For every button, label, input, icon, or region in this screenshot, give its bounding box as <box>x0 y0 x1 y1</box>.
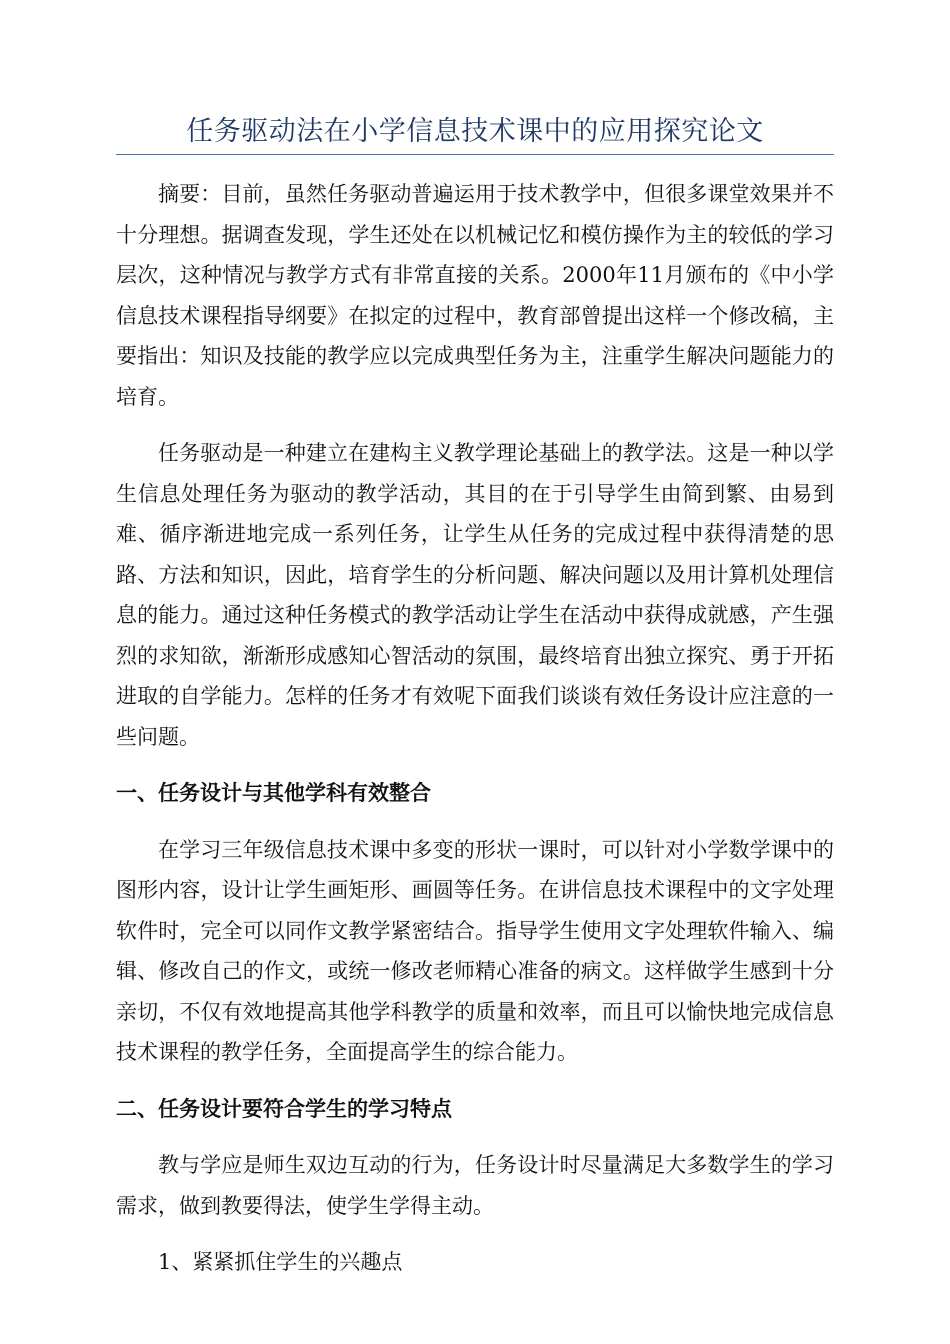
paragraph-gap <box>116 417 834 433</box>
page-title: 任务驱动法在小学信息技术课中的应用探究论文 <box>186 116 764 147</box>
section-2-paragraph: 教与学应是师生双边互动的行为，任务设计时尽量满足大多数学生的学习需求，做到教要得法，使学生学得主动。 <box>116 1153 834 1218</box>
paragraph-gap <box>116 1226 834 1242</box>
paragraph-gap <box>116 1129 834 1145</box>
document-body <box>116 174 834 1283</box>
section-heading-1: 一、任务设计与其他学科有效整合 <box>116 781 431 805</box>
abstract-paragraph: 摘要：目前，虽然任务驱动普遍运用于技术教学中，但很多课堂效果并不十分理想。据调查发现，学生还处在以机械记忆和模仿操作为主的较低的学习层次，这种情况与教学方式有非常直接的关系。2000年11月颁布的《中小学信息技术课程指导纲要》在拟定的过程中，教育部曾提出这样一个修改稿，主要指出：知识及技能的教学应以完成典型任务为主，注重学生解决问题能力的培育。 <box>116 182 834 409</box>
section-heading-2: 二、任务设计要符合学生的学习特点 <box>116 1096 452 1121</box>
paragraph-gap <box>116 1073 834 1089</box>
section-1-paragraph: 在学习三年级信息技术课中多变的形状一课时，可以针对小学数学课中的图形内容，设计让学生画矩形、画圆等任务。在讲信息技术课程中的文字处理软件时，完全可以同作文教学紧密结合。指导学生使用文字处理软件输入、编辑、修改自己的作文，或统一修改老师精心准备的病文。这样做学生感到十分亲切，不仅有效地提高其他学科教学的质量和效率，而且可以愉快地完成信息技术课程的教学任务，全面提高学生的综合能力。 <box>116 837 834 1064</box>
paragraph-gap <box>116 814 834 830</box>
paragraph-gap <box>116 757 834 773</box>
title-underline <box>116 154 834 155</box>
intro-paragraph: 任务驱动是一种建立在建构主义教学理论基础上的教学法。这是一种以学生信息处理任务为驱动的教学活动，其目的在于引导学生由简到繁、由易到难、循序渐进地完成一系列任务，让学生从任务的完成过程中获得清楚的思路、方法和知识，因此，培育学生的分析问题、解决问题以及用计算机处理信息的能力。通过这种任务模式的教学活动让学生在活动中获得成就感，产生强烈的求知欲，渐渐形成感知心智活动的氛围，最终培育出独立探究、勇于开拓进取的自学能力。怎样的任务才有效呢下面我们谈谈有效任务设计应注意的一些问题。 <box>116 441 834 749</box>
subsection-heading-1: 1、紧紧抓住学生的兴趣点 <box>158 1250 403 1274</box>
